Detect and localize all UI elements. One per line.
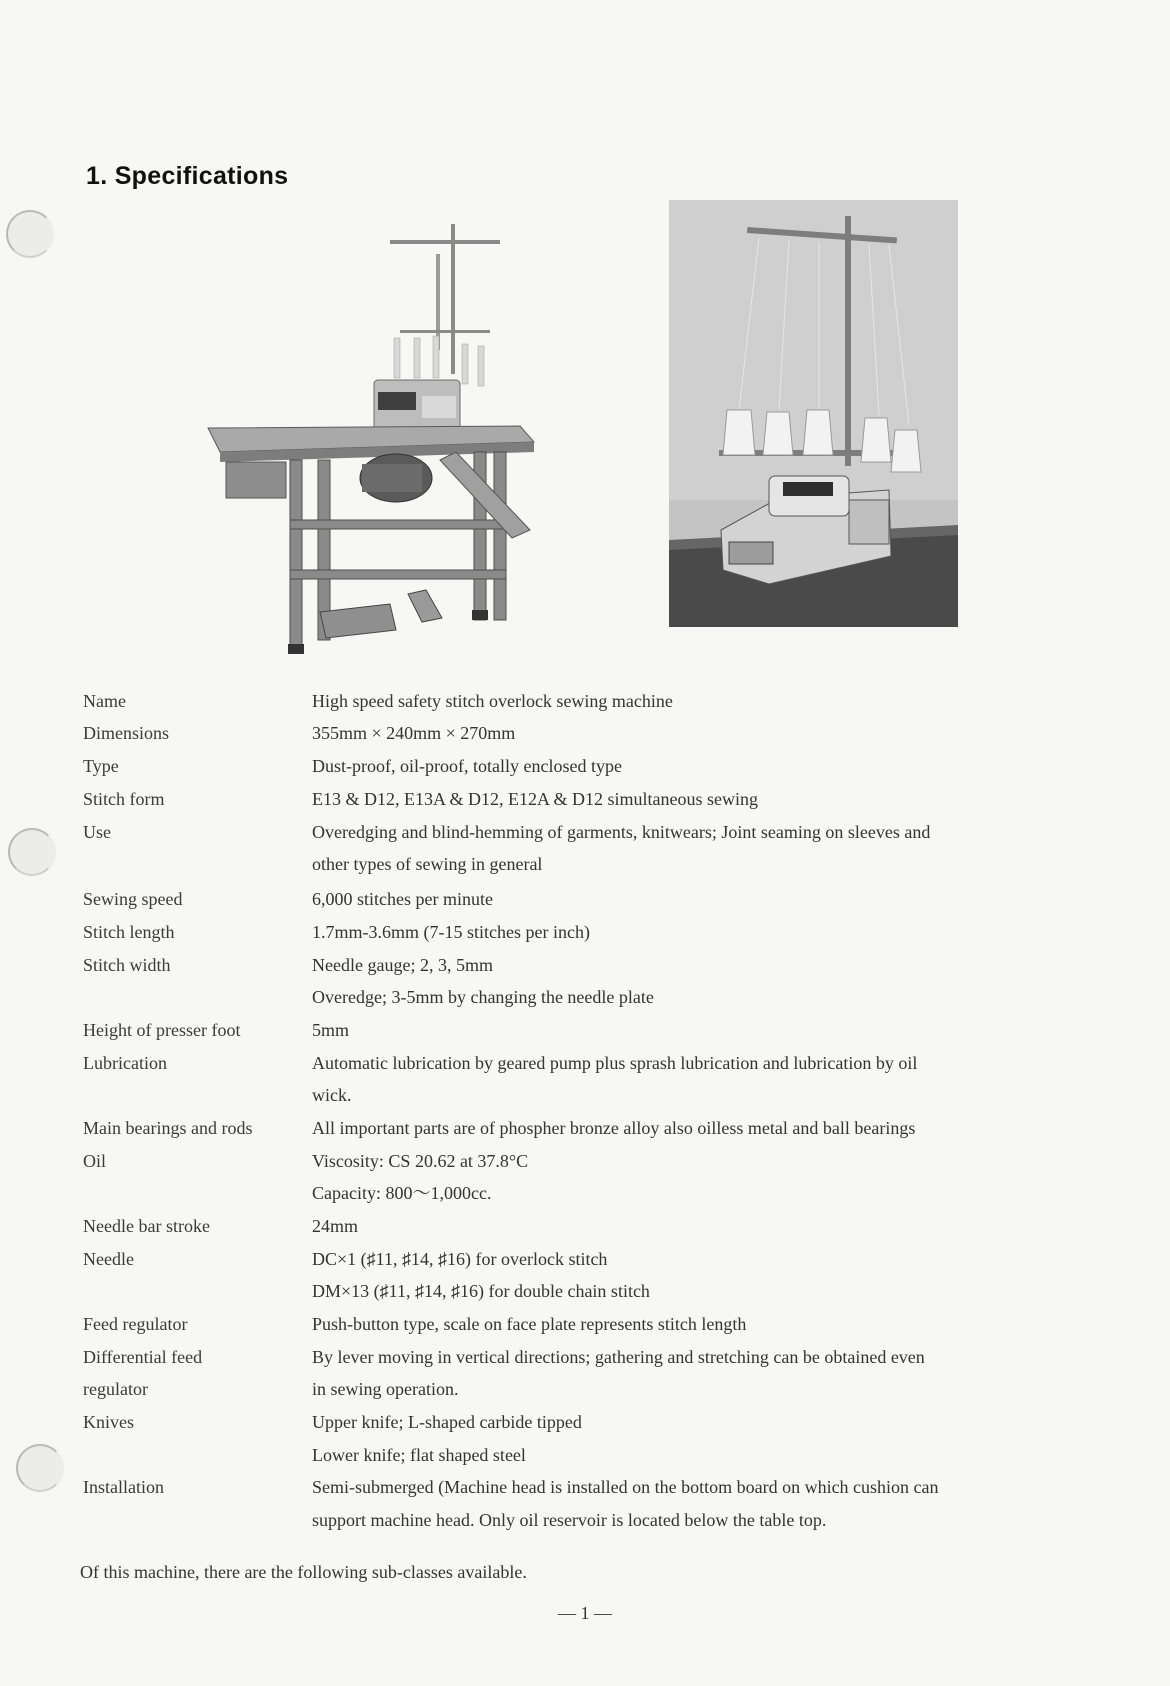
spec-value: Lower knife; flat shaped steel: [312, 1445, 526, 1465]
spec-value: By lever moving in vertical directions; gathering and stretching can be obtained even: [312, 1347, 925, 1367]
section-title: 1. Specifications: [86, 162, 289, 190]
spec-value: DM×13 (♯11, ♯14, ♯16) for double chain stitch: [312, 1281, 650, 1301]
punch-hole-icon: [16, 1444, 64, 1492]
spec-label: Dimensions: [83, 723, 170, 743]
spec-label: Needle: [83, 1249, 134, 1269]
spec-value: support machine head. Only oil reservoir is located below the table top.: [312, 1510, 827, 1530]
machine-on-table-photo: [200, 220, 540, 660]
spec-label: Stitch form: [83, 789, 165, 809]
spec-label: Stitch width: [83, 955, 171, 975]
spec-value: 5mm: [312, 1020, 350, 1040]
spec-value: Dust-proof, oil-proof, totally enclosed type: [312, 756, 622, 776]
spec-value: 6,000 stitches per minute: [312, 889, 493, 909]
spec-value: other types of sewing in general: [312, 854, 543, 874]
spec-label: Oil: [83, 1151, 107, 1171]
spec-label: Main bearings and rods: [83, 1118, 253, 1138]
spec-label: Stitch length: [83, 922, 175, 942]
spec-value: Needle gauge; 2, 3, 5mm: [312, 955, 493, 975]
spec-label: Use: [83, 822, 111, 842]
spec-value: 355mm × 240mm × 270mm: [312, 723, 516, 743]
spec-value: wick.: [312, 1085, 352, 1105]
spec-label: Differential feed: [83, 1347, 203, 1367]
spec-value: Semi-submerged (Machine head is installed on the bottom board on which cushion can: [312, 1477, 939, 1497]
spec-value: High speed safety stitch overlock sewing machine: [312, 691, 673, 711]
spec-value: Overedging and blind-hemming of garments, knitwears; Joint seaming on sleeves and: [312, 822, 931, 842]
spec-value: Automatic lubrication by geared pump plus sprash lubrication and lubrication by oil: [312, 1053, 918, 1073]
spec-value: Push-button type, scale on face plate represents stitch length: [312, 1314, 747, 1334]
spec-label: Sewing speed: [83, 889, 183, 909]
spec-label: Installation: [83, 1477, 164, 1497]
spec-label: Type: [83, 756, 119, 776]
spec-label: Name: [83, 691, 126, 711]
spec-label: Needle bar stroke: [83, 1216, 210, 1236]
spec-label: Feed regulator: [83, 1314, 188, 1334]
subclasses-note: Of this machine, there are the following sub-classes available.: [80, 1562, 527, 1582]
spec-value: Capacity: 800～1,000cc.: [312, 1183, 492, 1203]
spec-value: in sewing operation.: [312, 1379, 459, 1399]
spec-value: Viscosity: CS 20.62 at 37.8°C: [312, 1151, 529, 1171]
spec-label: Height of presser foot: [83, 1020, 241, 1040]
page-number: — 1 —: [558, 1603, 612, 1623]
spec-value: Overedge; 3-5mm by changing the needle plate: [312, 987, 654, 1007]
spec-value: Upper knife; L-shaped carbide tipped: [312, 1412, 582, 1432]
spec-value: E13 & D12, E13A & D12, E12A & D12 simultaneous sewing: [312, 789, 758, 809]
spec-value: All important parts are of phospher bronze alloy also oilless metal and ball bearings: [312, 1118, 916, 1138]
spec-label: regulator: [83, 1379, 148, 1399]
spec-value: 1.7mm-3.6mm (7-15 stitches per inch): [312, 922, 590, 942]
punch-hole-icon: [6, 210, 54, 258]
spec-label: Knives: [83, 1412, 134, 1432]
spec-value: DC×1 (♯11, ♯14, ♯16) for overlock stitch: [312, 1249, 608, 1269]
spec-value: 24mm: [312, 1216, 359, 1236]
spec-label: Lubrication: [83, 1053, 167, 1073]
machine-head-photo: [669, 200, 958, 627]
punch-hole-icon: [8, 828, 56, 876]
